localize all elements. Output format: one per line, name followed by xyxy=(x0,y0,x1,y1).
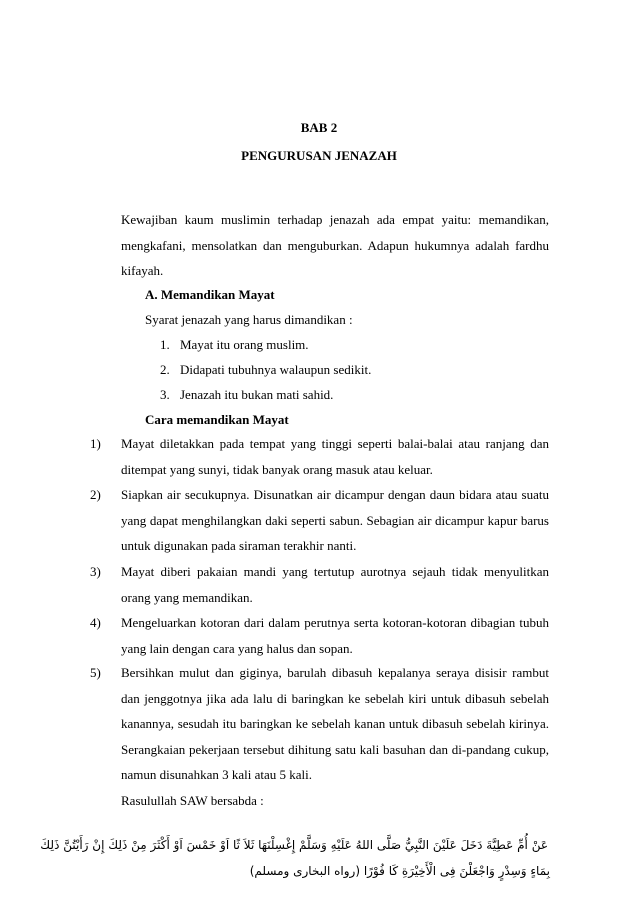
syarat-intro: Syarat jenazah yang harus dimandikan : xyxy=(145,312,353,327)
intro-paragraph: Kewajiban kaum muslimin terhadap jenazah ada empat yaitu: memandikan, mengkafani, mensolatkan dan menguburkan. Adapun hukumnya adalah fardhu kifayah. xyxy=(121,212,549,278)
hadith-line-1: عَنْ أُمِّ عَطِيَّةَ دَخَلَ عَلَيْنَ النَّبِيُّ صَلَّى اللهُ عَلَيْهِ وَسَلَّمْ إِغْسِلْنَهَا ثَلاَ ثًا اَوْ خَمْسَ اَوْ أَكْثَرَ مِنْ ذَلِكَ إِنْ رَأَيْتُنَّ ذَلِكَ xyxy=(40,838,548,852)
chapter-title: PENGURUSAN JENAZAH xyxy=(241,148,397,163)
cara-3-text: Mayat diberi pakaian mandi yang tertutup aurotnya sejauh tidak menyulitkan orang yang memandikan. xyxy=(121,564,549,605)
cara-2-num: 2) xyxy=(90,487,101,502)
syarat-2-num: 2. xyxy=(160,362,170,377)
syarat-1-text: Mayat itu orang muslim. xyxy=(180,337,309,352)
cara-4-num: 4) xyxy=(90,615,101,630)
hadith-line-2: بِمَاءٍ وَسِدْرٍ وَاجْعَلْنَ فِى الْأَخِيْرَةِ كَا فُوْرًا (رواه البخارى ومسلم) xyxy=(249,864,550,878)
cara-4-text: Mengeluarkan kotoran dari dalam perutnya serta kotoran-kotoran dibagian tubuh yang lain dengan cara yang halus dan sopan. xyxy=(121,615,549,656)
syarat-1-num: 1. xyxy=(160,337,170,352)
cara-1-num: 1) xyxy=(90,436,101,451)
cara-5-num: 5) xyxy=(90,665,101,680)
rasul-line: Rasulullah SAW bersabda : xyxy=(121,793,264,808)
cara-5-text: Bersihkan mulut dan giginya, barulah dibasuh kepalanya seraya disisir rambut dan jenggotnya jika ada lalu di baringkan ke sebelah kiri untuk dibasuh sebelah kanannya, sesudah itu baringkan ke sebelah kanan untuk dibasuh sebelah kirinya. Serangkaian pekerjaan tersebut dihitung satu kali basuhan dan di-pandang cukup, namun disunahkan 3 kali atau 5 kali. xyxy=(121,665,549,782)
syarat-3-text: Jenazah itu bukan mati sahid. xyxy=(180,387,334,402)
syarat-2-text: Didapati tubuhnya walaupun sedikit. xyxy=(180,362,372,377)
chapter-number: BAB 2 xyxy=(300,120,338,135)
syarat-3-num: 3. xyxy=(160,387,170,402)
cara-1-text: Mayat diletakkan pada tempat yang tinggi seperti balai-balai atau ranjang dan ditempat yang sunyi, tidak banyak orang masuk atau keluar. xyxy=(121,436,549,477)
cara-heading: Cara memandikan Mayat xyxy=(145,412,289,427)
cara-2-text: Siapkan air secukupnya. Disunatkan air dicampur dengan daun bidara atau suatu yang dapat menghilangkan daki seperti sabun. Sebagian air dicampur kapur barus untuk digunakan pada siraman terakhir nanti. xyxy=(121,487,549,553)
cara-3-num: 3) xyxy=(90,564,101,579)
section-a-heading: A. Memandikan Mayat xyxy=(145,287,275,302)
